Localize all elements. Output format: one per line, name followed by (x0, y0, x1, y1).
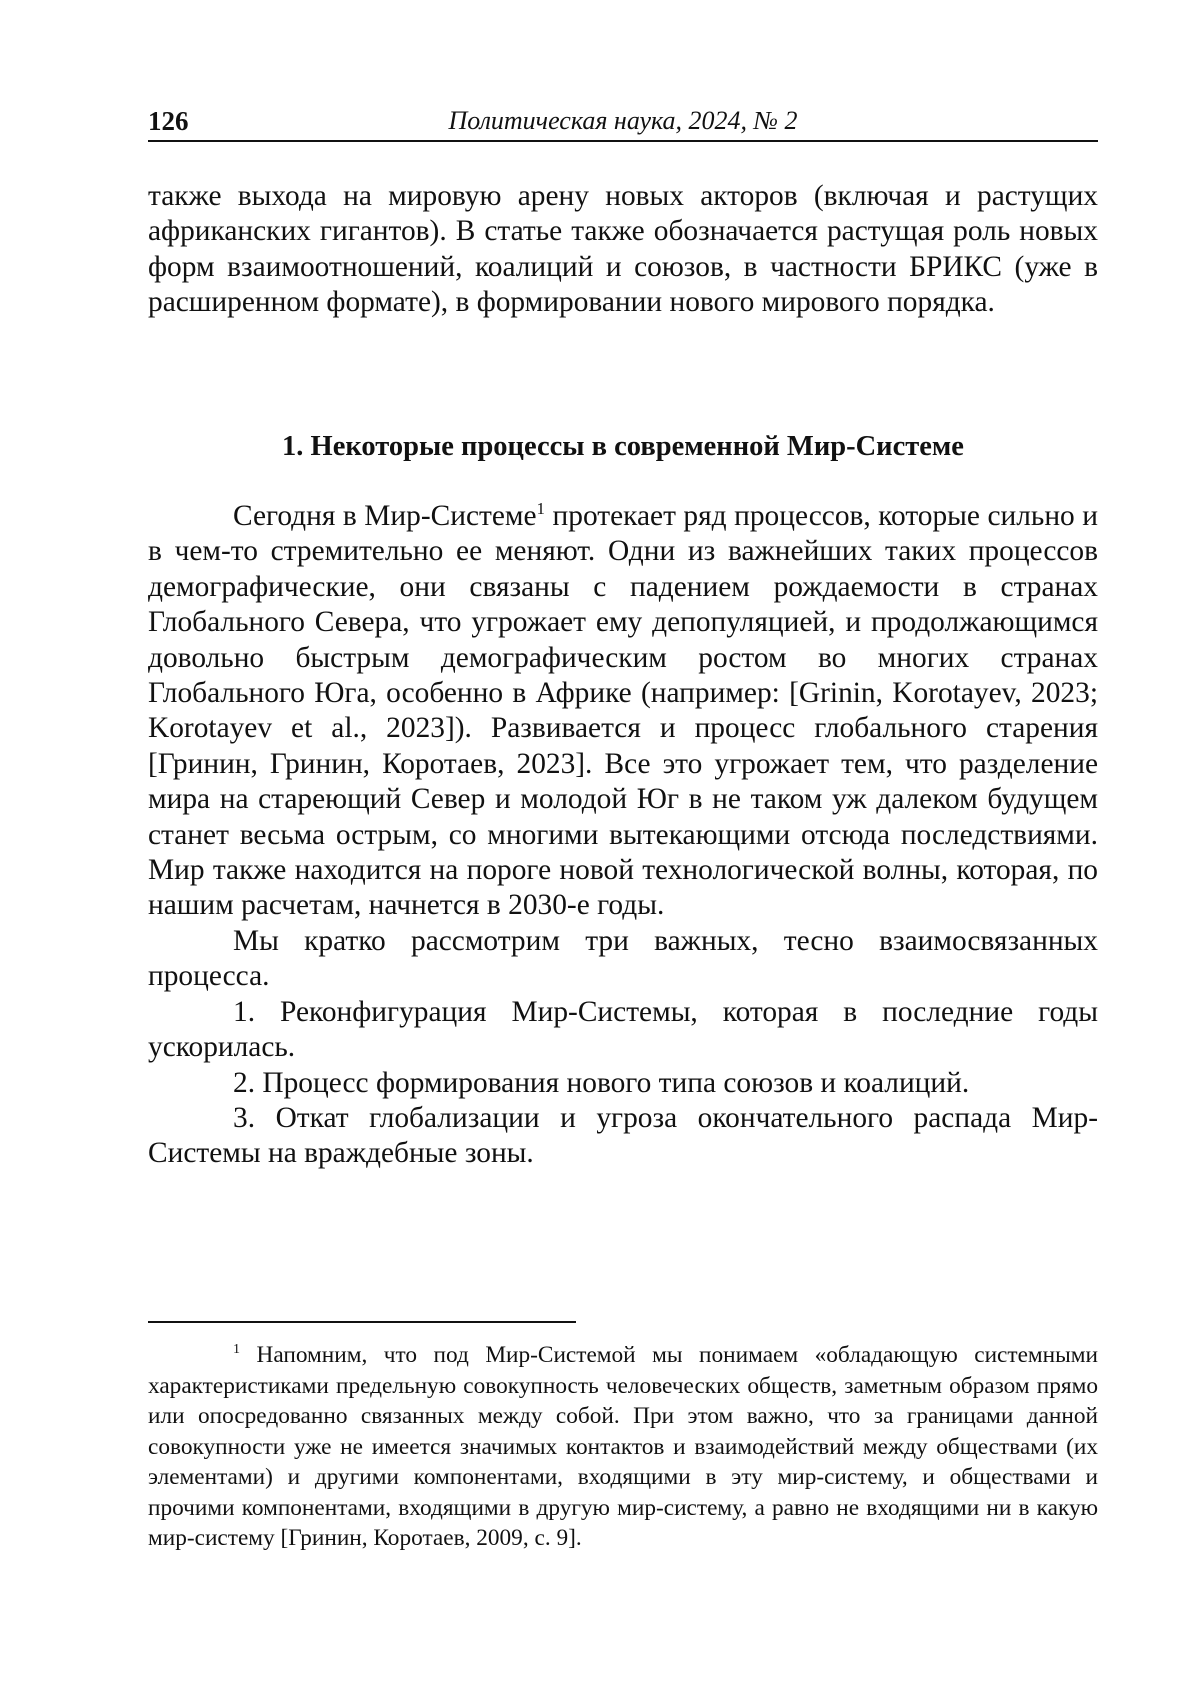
paragraph-1-rest: протекает ряд процессов, которые сильно и в чем-то стремительно ее меняют. Одни из важнейших таких процессов демографические, они связаны с падением рождаемости в странах Глобального Севера, что угрожает ему депопуляцией, и продолжающимся довольно быстрым демографическим ростом во многих странах Глобального Юга, особенно в Африке (например: [Grinin, Korotayev, 2023; Korotayev et al., 2023]). Развивается и процесс глобального старения [Гринин, Гринин, Коротаев, 2023]. Все это угрожает тем, что разделение мира на стареющий Север и молодой Юг в не таком уж далеком будущем станет весьма острым, со многими вытекающими отсюда последствиями. Мир также находится на пороге новой технологической волны, которая, по нашим расчетам, начнется в 2030-е годы. (148, 500, 1098, 922)
footnote-text: Напомним, что под Мир-Системой мы понимаем «обладающую системными характеристиками предельную совокупность человеческих обществ, заметным образом прямо или опосредованно связанных между собой. При этом важно, что за границами данной совокупности уже не имеется значимых контактов и взаимодействий между обществами (их элементами) и другими компонентами, входящими в эту мир-систему, и обществами и прочими компонентами, входящими в другую мир-систему, а равно не входящими ни в какую мир-систему [Гринин, Коротаев, 2009, с. 9]. (148, 1342, 1098, 1551)
paragraph-1 (148, 499, 1098, 924)
section-heading: 1. Некоторые процессы в современной Мир-Системе (282, 431, 964, 462)
paragraph-2: Мы кратко рассмотрим три важных, тесно взаимосвязанных процесса. (148, 924, 1098, 993)
list-item-3: 3. Откат глобализации и угроза окончательного распада Мир-Системы на враждебные зоны. (148, 1101, 1098, 1170)
running-title: Политическая наука, 2024, № 2 (448, 106, 798, 135)
footnote-separator (148, 1321, 576, 1323)
page-header (148, 106, 1098, 142)
footnote-marker: 1 (233, 1342, 240, 1358)
section-body (148, 499, 1098, 1172)
paragraph-1-start: Сегодня в Мир-Системе (233, 500, 537, 532)
list-item-2: 2. Процесс формирования нового типа союзов и коалиций. (233, 1066, 970, 1099)
footnote (148, 1340, 1098, 1554)
footnote-reference[interactable]: 1 (536, 499, 546, 519)
intro-paragraph: также выхода на мировую арену новых акторов (включая и растущих африканских гигантов). В статье также обозначается растущая роль новых форм взаимоотношений, коалиций и союзов, в частности БРИКС (уже в расширенном формате), в формировании нового мирового порядка. (148, 180, 1098, 319)
page-number: 126 (148, 106, 189, 136)
intro-text-block (148, 179, 1098, 321)
list-item-1: 1. Реконфигурация Мир-Системы, которая в последние годы ускорилась. (148, 995, 1098, 1064)
